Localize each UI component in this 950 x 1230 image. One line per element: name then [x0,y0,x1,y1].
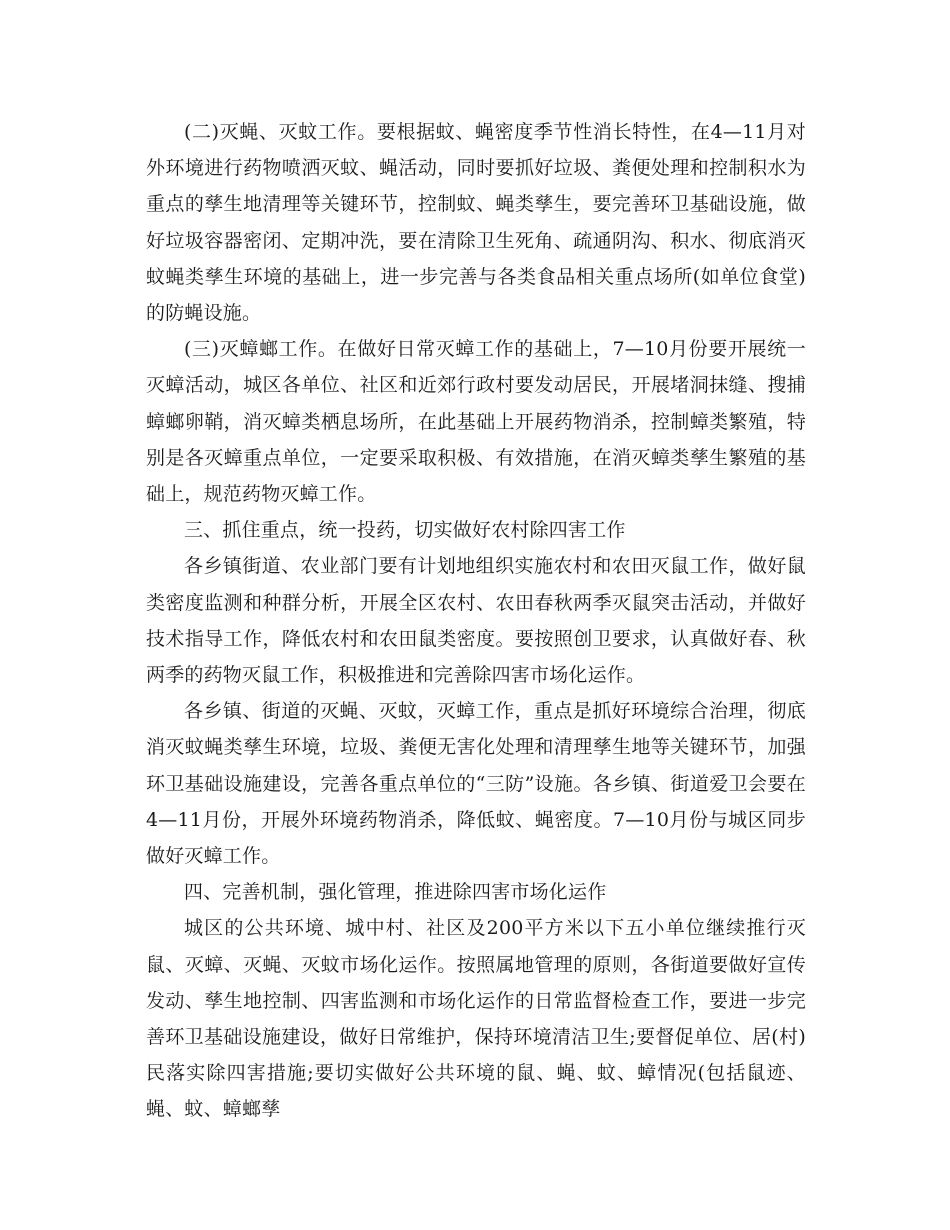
paragraph-rural-rodent: 各乡镇街道、农业部门要有计划地组织实施农村和农田灭鼠工作，做好鼠类密度监测和种群分析，开展全区农村、农田春秋两季灭鼠突击活动，并做好技术指导工作，降低农村和农田鼠类密度。要按照创卫要求，认真做好春、秋两季的药物灭鼠工作，积极推进和完善除四害市场化运作。 [146,555,806,687]
paragraph-fly-mosquito: (二)灭蝇、灭蚊工作。要根据蚊、蝇密度季节性消长特性，在4—11月对外环境进行药物喷洒灭蚊、蝇活动，同时要抓好垃圾、粪便处理和控制积水为重点的孳生地清理等关键环节，控制蚊、蝇类孳生，要完善环卫基础设施，做好垃圾容器密闭、定期冲洗，要在清除卫生死角、疏通阴沟、积水、彻底消灭蚊蝇类孳生环境的基础上，进一步完善与各类食品相关重点场所(如单位食堂)的防蝇设施。 [146,121,806,325]
paragraph-cockroach: (三)灭蟑螂工作。在做好日常灭蟑工作的基础上，7—10月份要开展统一灭蟑活动，城区各单位、社区和近郊行政村要发动居民，开展堵洞抹缝、搜捕蟑螂卵鞘，消灭蟑类栖息场所，在此基础上开展药物消杀，控制蟑类繁殖，特别是各灭蟑重点单位，一定要采取积极、有效措施，在消灭蟑类孳生繁殖的基础上，规范药物灭蟑工作。 [146,338,806,506]
section-heading-mechanism: 四、完善机制，强化管理，推进除四害市场化运作 [184,881,607,904]
section-heading-rural: 三、抓住重点，统一投药，切实做好农村除四害工作 [184,519,626,542]
paragraph-township-work: 各乡镇、街道的灭蝇、灭蚊，灭蟑工作，重点是抓好环境综合治理，彻底消灭蚊蝇类孳生环境，垃圾、粪便无害化处理和清理孳生地等关键环节，加强环卫基础设施建设，完善各重点单位的“三防”设施。各乡镇、街道爱卫会要在4—11月份，开展外环境药物消杀，降低蚊、蝇密度。7—10月份与城区同步做好灭蟑工作。 [146,700,806,868]
paragraph-market-operation: 城区的公共环境、城中村、社区及200平方米以下五小单位继续推行灭鼠、灭蟑、灭蝇、灭蚊市场化运作。按照属地管理的原则，各街道要做好宣传发动、孳生地控制、四害监测和市场化运作的日常监督检查工作，要进一步完善环卫基础设施建设，做好日常维护，保持环境清洁卫生;要督促单位、居(村)民落实除四害措施;要切实做好公共环境的鼠、蝇、蚊、蟑情况(包括鼠迹、蝇、蚊、蟑螂孳 [146,917,806,1121]
document-body [146,114,806,1128]
